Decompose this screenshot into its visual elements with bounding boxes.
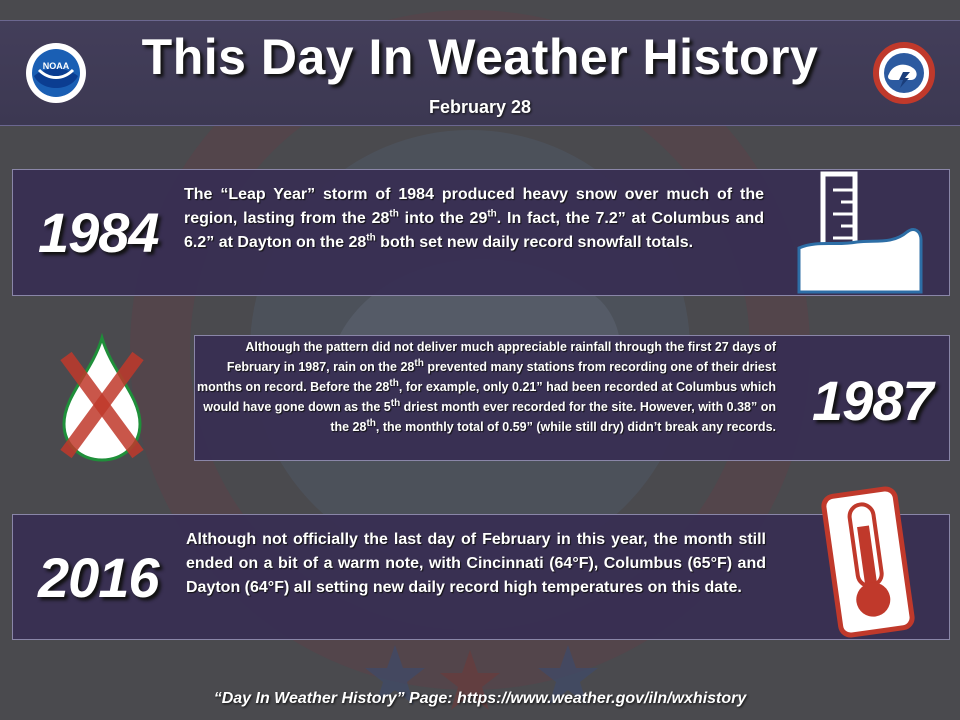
entry-text: Although not officially the last day of February in this year, the month still ended on a bit of a warm note, with Cincinnati (64°F), Columbus (65°F) and Dayton (64°F) all setting new daily record high temperatures on this date.	[186, 531, 766, 596]
date-subtitle: February 28	[428, 97, 532, 117]
year-label: 1987	[812, 369, 933, 432]
entry-text: Although the pattern did not deliver much appreciable rainfall through the first 27 days of February in 1987, rain on the 28th prevented many stations from recording one of their driest months on record. Before the 28th, for example, only 0.21” had been recorded at Columbus which would have gone down as the 5th driest month ever recorded for the site. However, with 0.38” on the 28th, the monthly total of 0.59” (while still dry) didn’t break any records.	[196, 340, 776, 434]
footer-link[interactable]: “Day In Weather History” Page: https://www.weather.gov/iln/wxhistory	[213, 690, 747, 707]
no-rain-drop-icon	[58, 332, 146, 464]
noaa-logo-text: NOAA	[42, 61, 70, 71]
year-label: 1984	[38, 201, 159, 264]
entry-text: The “Leap Year” storm of 1984 produced heavy snow over much of the region, lasting from the 28th into the 29th. In fact, the 7.2” at Columbus and 6.2” at Dayton on the 28th both set new daily record snowfall totals.	[184, 186, 765, 251]
page-title: This Day In Weather History	[141, 29, 819, 85]
snow-gauge-icon	[797, 170, 925, 296]
thermometer-icon	[818, 486, 918, 638]
year-label: 2016	[38, 546, 159, 609]
